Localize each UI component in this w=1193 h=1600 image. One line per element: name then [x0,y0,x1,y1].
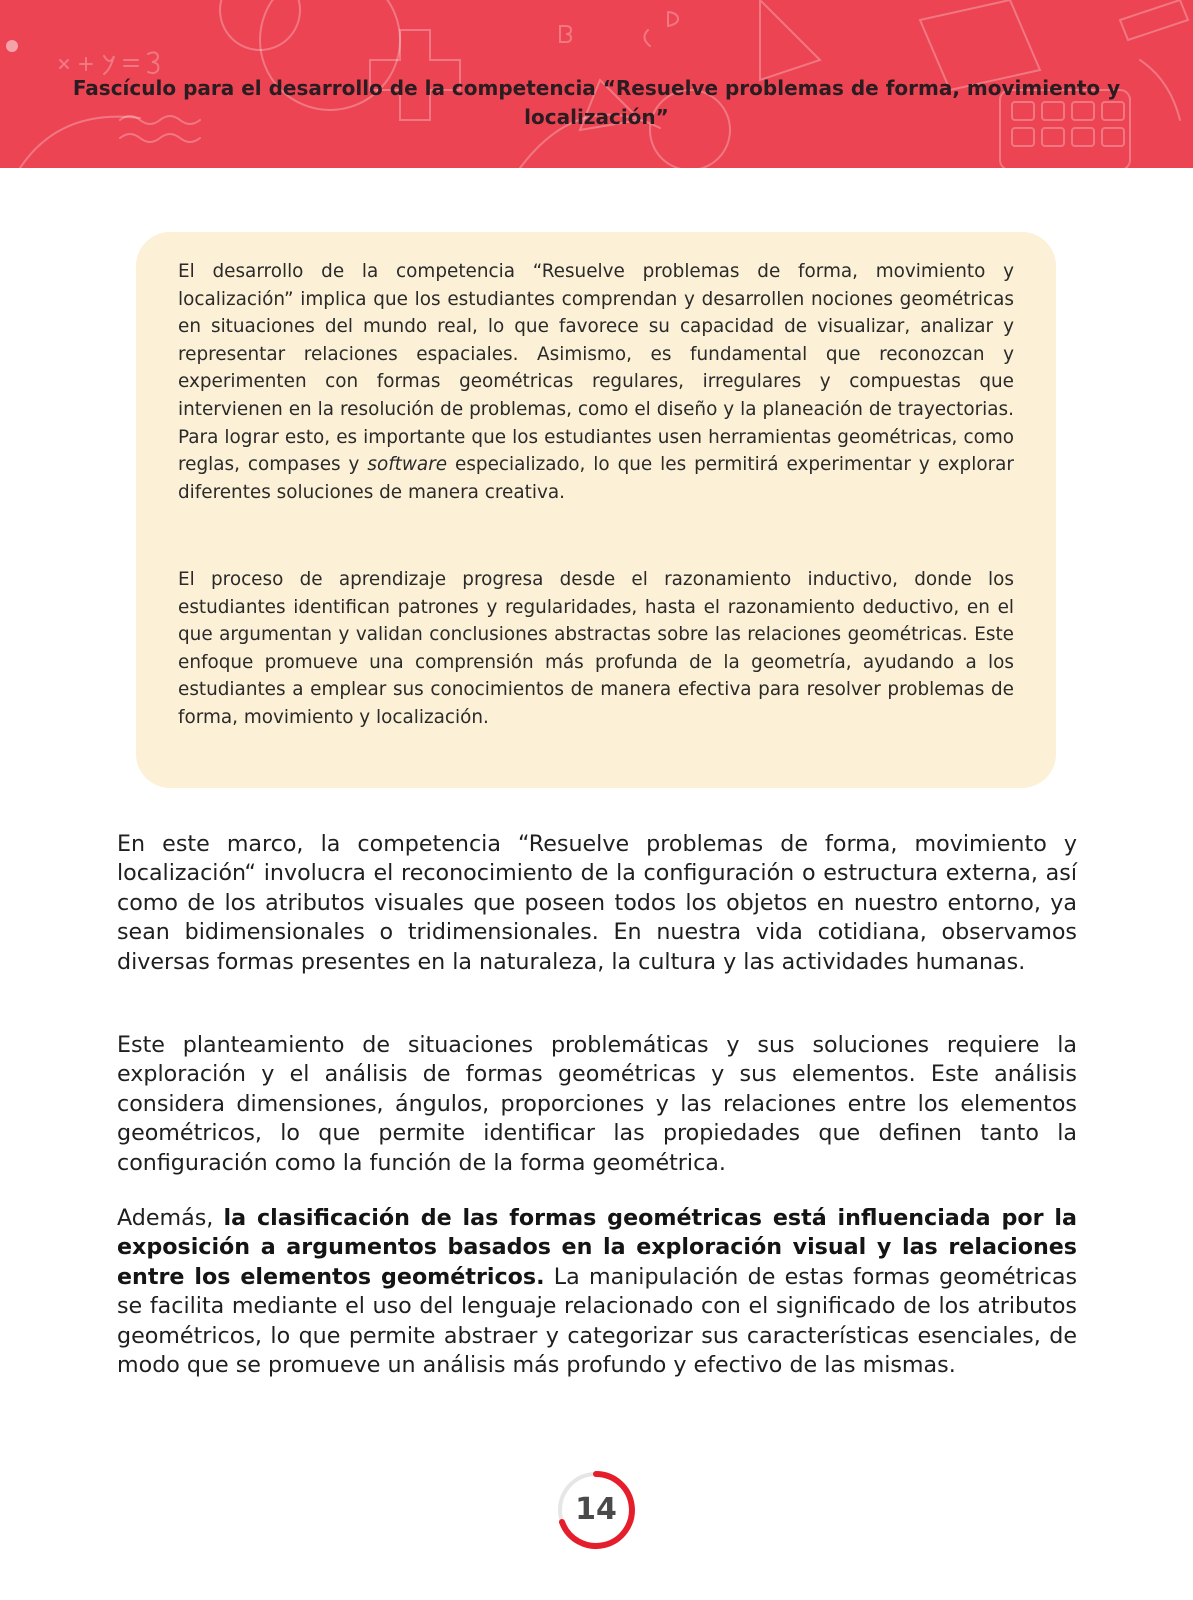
info-paragraph-1-italic-term: software [367,454,448,476]
body-paragraph-3 [117,1204,1077,1380]
page-number [554,1468,638,1552]
info-callout-box [136,232,1056,788]
body-paragraph-3-rest: La manipulación de estas formas geométricas se facilita mediante el uso del lenguaje relacionado con el significado de los atributos geométricos, lo que permite abstraer y categorizar sus características esenciales, de modo que se promueve un análisis más profundo y efectivo de las mismas. [117,1263,1078,1379]
body-paragraph-1: En este marco, la competencia “Resuelve problemas de forma, movimiento y localización“ involucra el reconocimiento de la configuración o estructura externa, así como de los atributos visuales que poseen todos los objetos en nuestro entorno, ya sean bidimensionales o tridimensionales. En nuestra vida cotidiana, observamos diversas formas presentes en la naturaleza, la cultura y las actividades humanas. [117,831,1077,975]
page-number-label: 14 [575,1492,617,1527]
info-paragraph-1-text-end: especializado, lo que les permitirá experimentar y explorar diferentes soluciones de manera creativa. [178,454,1014,503]
body-paragraph-3-lead: Además, [117,1205,224,1231]
info-paragraph-1 [178,258,1014,506]
info-paragraph-1-text: El desarrollo de la competencia “Resuelve problemas de forma, movimiento y localización” implica que los estudiantes comprendan y desarrollen nociones geométricas en situaciones del mundo real, lo que favorece su capacidad de visualizar, analizar y representar relaciones espaciales. Asimismo, es fundamental que reconozcan y experimenten con formas geométricas regulares, irregulares y compuestas que intervienen en la resolución de problemas, como el diseño y la planeación de trayectorias. Para lograr esto, es importante que los estudiantes usen herramientas geométricas, como reglas, compases y [178,261,1014,476]
body-paragraph-2: Este planteamiento de situaciones problemáticas y sus soluciones requiere la exploración y el análisis de formas geométricas y sus elementos. Este análisis considera dimensiones, ángulos, proporciones y las relaciones entre los elementos geométricos, lo que permite identificar las propiedades que definen tanto la configuración como la función de la forma geométrica. [117,1032,1077,1176]
page-header [0,0,1193,168]
body-paragraph-3-bold: la clasificación de las formas geométricas está influenciada por la exposición a argumentos basados en la exploración visual y las relaciones entre los elementos geométricos. [117,1205,1077,1290]
page-title: Fascículo para el desarrollo de la competencia “Resuelve problemas de forma, movimiento y localización” [72,76,1121,129]
info-paragraph-2: El proceso de aprendizaje progresa desde el razonamiento inductivo, donde los estudiantes identifican patrones y regularidades, hasta el razonamiento deductivo, en el que argumentan y validan conclusiones abstractas sobre las relaciones geométricas. Este enfoque promueve una comprensión más profunda de la geometría, ayudando a los estudiantes a emplear sus conocimientos de manera efectiva para resolver problemas de forma, movimiento y localización. [178,569,1014,728]
